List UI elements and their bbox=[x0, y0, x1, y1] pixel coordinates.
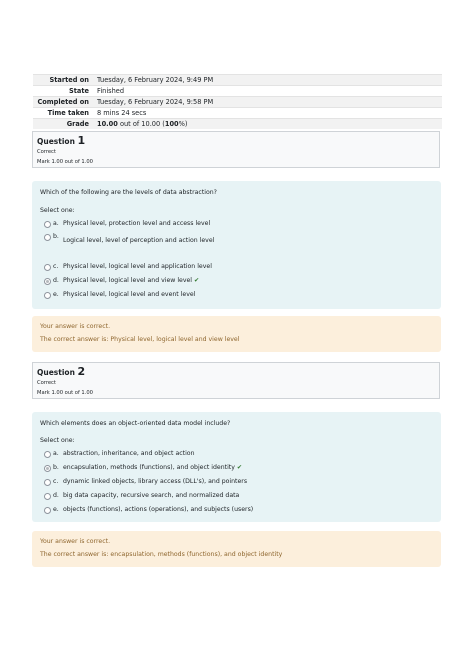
option-letter: b. bbox=[53, 464, 59, 471]
summary-row-started bbox=[33, 75, 442, 86]
radio-button-selected[interactable] bbox=[44, 465, 51, 472]
option-text-wrapper bbox=[63, 277, 199, 284]
option-letter: d. bbox=[53, 277, 59, 284]
option-text: Logical level, level of perception and action level bbox=[63, 237, 215, 244]
option-letter: e. bbox=[53, 291, 59, 298]
summary-row-state bbox=[33, 86, 442, 97]
question-1-content bbox=[32, 181, 441, 309]
radio-button[interactable] bbox=[44, 292, 51, 299]
feedback-text: Your answer is correct. bbox=[40, 323, 111, 330]
option-letter: e. bbox=[53, 506, 59, 513]
summary-row-time bbox=[33, 108, 442, 119]
summary-value: Tuesday, 6 February 2024, 9:58 PM bbox=[93, 97, 442, 108]
option-letter: d. bbox=[53, 492, 59, 499]
summary-value: Tuesday, 6 February 2024, 9:49 PM bbox=[93, 75, 442, 86]
question-title bbox=[37, 136, 435, 147]
question-number: 1 bbox=[77, 134, 86, 147]
question-text: Which of the following are the levels of data abstraction? bbox=[40, 189, 217, 196]
question-title bbox=[37, 367, 435, 378]
option-text: encapsulation, methods (functions), and object identity bbox=[63, 464, 235, 471]
summary-row-completed bbox=[33, 97, 442, 108]
grade-mid: out of 10.00 ( bbox=[117, 120, 165, 128]
summary-label: State bbox=[33, 86, 93, 97]
option-text: dynamic linked objects, library access (DLL's), and pointers bbox=[63, 478, 248, 485]
summary-value: 8 mins 24 secs bbox=[93, 108, 442, 119]
radio-button[interactable] bbox=[44, 507, 51, 514]
option-text: Physical level, protection level and access level bbox=[63, 220, 211, 227]
question-status: Correct bbox=[37, 380, 56, 386]
radio-button-selected[interactable] bbox=[44, 278, 51, 285]
question-number: 2 bbox=[77, 365, 86, 378]
attempt-summary-table bbox=[33, 74, 442, 129]
question-word: Question bbox=[37, 368, 75, 377]
option-letter: b. bbox=[53, 233, 59, 240]
question-1-feedback bbox=[32, 316, 441, 352]
question-mark: Mark 1.00 out of 1.00 bbox=[37, 390, 93, 396]
grade-value bbox=[93, 119, 442, 130]
option-letter: a. bbox=[53, 450, 59, 457]
question-2-feedback bbox=[32, 531, 441, 567]
option-text: abstraction, inheritance, and object action bbox=[63, 450, 195, 457]
grade-score: 10.00 bbox=[97, 120, 118, 128]
select-one-prompt: Select one: bbox=[40, 207, 75, 214]
question-2-info bbox=[32, 362, 440, 399]
summary-label: Time taken bbox=[33, 108, 93, 119]
radio-button[interactable] bbox=[44, 264, 51, 271]
summary-label: Grade bbox=[33, 119, 93, 130]
radio-button[interactable] bbox=[44, 451, 51, 458]
option-text: Physical level, logical level and view level bbox=[63, 277, 193, 284]
question-2-content bbox=[32, 412, 441, 522]
option-text-wrapper bbox=[63, 464, 242, 471]
option-text: objects (functions), actions (operations), and subjects (users) bbox=[63, 506, 254, 513]
option-text: Physical level, logical level and application level bbox=[63, 263, 212, 270]
summary-row-grade bbox=[33, 119, 442, 130]
radio-button[interactable] bbox=[44, 221, 51, 228]
question-status: Correct bbox=[37, 149, 56, 155]
summary-value: Finished bbox=[93, 86, 442, 97]
select-one-prompt: Select one: bbox=[40, 437, 75, 444]
summary-label: Completed on bbox=[33, 97, 93, 108]
radio-button[interactable] bbox=[44, 479, 51, 486]
grade-end: %) bbox=[178, 120, 188, 128]
correct-check-icon: ✔ bbox=[194, 277, 200, 284]
radio-button[interactable] bbox=[44, 493, 51, 500]
question-word: Question bbox=[37, 137, 75, 146]
option-text: Physical level, logical level and event level bbox=[63, 291, 196, 298]
radio-button[interactable] bbox=[44, 234, 51, 241]
option-letter: c. bbox=[53, 478, 59, 485]
correct-answer-text: The correct answer is: encapsulation, methods (functions), and object identity bbox=[40, 551, 283, 558]
summary-label: Started on bbox=[33, 75, 93, 86]
option-letter: c. bbox=[53, 263, 59, 270]
question-1-info bbox=[32, 131, 440, 168]
correct-answer-text: The correct answer is: Physical level, logical level and view level bbox=[40, 336, 240, 343]
question-mark: Mark 1.00 out of 1.00 bbox=[37, 159, 93, 165]
feedback-text: Your answer is correct. bbox=[40, 538, 111, 545]
question-text: Which elements does an object-oriented data model include? bbox=[40, 420, 231, 427]
option-letter: a. bbox=[53, 220, 59, 227]
grade-percent: 100 bbox=[164, 120, 179, 128]
correct-check-icon: ✔ bbox=[236, 464, 243, 471]
option-text: big data capacity, recursive search, and normalized data bbox=[63, 492, 240, 499]
